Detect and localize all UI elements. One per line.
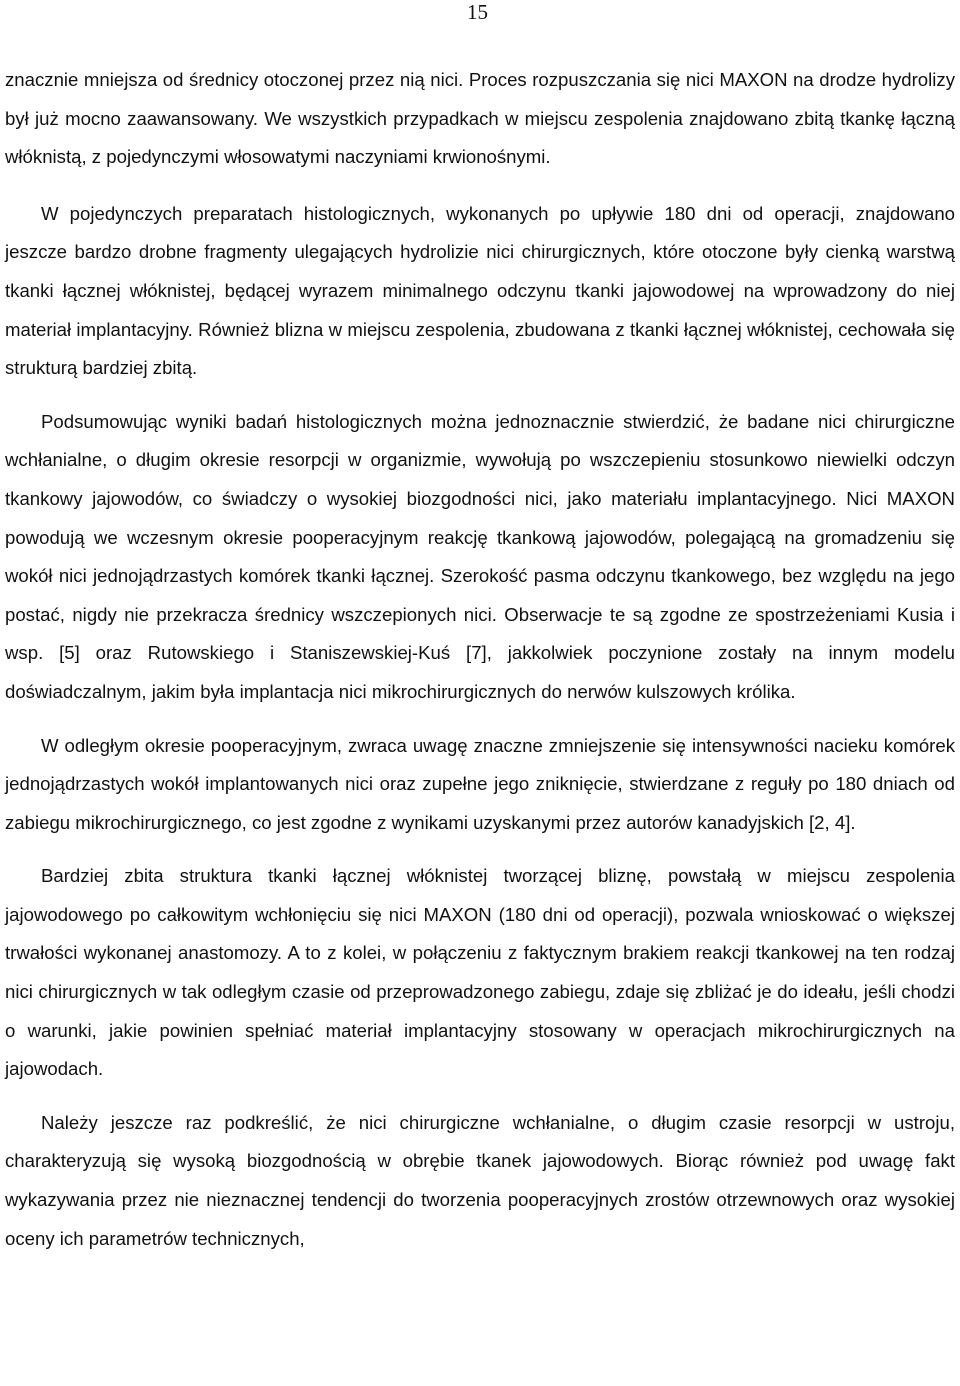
paragraph-2: W pojedynczych preparatach histologicznych, wykonanych po upływie 180 dni od operacji, znajdowano jeszcze bardzo drobne fragmenty ulegających hydrolizie nici chirurgicznych, które otoczone były cienką warstwą tkanki łącznej włóknistej, będącej wyrazem minimalnego odczynu tkanki jajowodowej na wprowadzony do niej materiał implantacyjny. Również blizna w miejscu zespolenia, zbudowana z tkanki łącznej włóknistej, cechowała się strukturą bardziej zbitą. bbox=[5, 202, 955, 379]
paragraph-6: Należy jeszcze raz podkreślić, że nici chirurgiczne wchłanialne, o długim czasie resorpcji w ustroju, charakteryzują się wysoką biozgodnością w obrębie tkanek jajowodowych. Biorąc również pod uwagę fakt wykazywania przez nie nieznacznej tendencji do tworzenia pooperacyjnych zrostów otrzewnowych oraz wysokiej oceny ich parametrów technicznych, bbox=[5, 1111, 955, 1249]
paragraph-3: Podsumowując wyniki badań histologicznych można jednoznacznie stwierdzić, że badane nici chirurgiczne wchłanialne, o długim okresie resorpcji w organizmie, wywołują po wszczepieniu stosunkowo niewielki odczyn tkankowy jajowodów, co świadczy o wysokiej biozgodności nici, jako materiału implantacyjnego. Nici MAXON powodują we wczesnym okresie pooperacyjnym reakcję tkankową jajowodów, polegającą na gromadzeniu się wokół nici jednojądrzastych komórek tkanki łącznej. Szerokość pasma odczynu tkankowego, bez względu na jego postać, nigdy nie przekracza średnicy wszczepionych nici. Obserwacje te są zgodne ze spostrzeżeniami Kusia i wsp. [5] oraz Rutowskiego i Staniszewskiej-Kuś [7], jakkolwiek poczynione zostały na innym modelu doświadczalnym, jakim była implantacja nici mikrochirurgicznych do nerwów kulszowych królika. bbox=[5, 410, 955, 702]
paragraph-1: znacznie mniejsza od średnicy otoczonej przez nią nici. Proces rozpuszczania się nici MAXON na drodze hydrolizy był już mocno zaawansowany. We wszystkich przypadkach w miejscu zespolenia znajdowano zbitą tkankę łączną włóknistą, z pojedynczymi włosowatymi naczyniami krwionośnymi. bbox=[5, 69, 955, 168]
paragraph-4: W odległym okresie pooperacyjnym, zwraca uwagę znaczne zmniejszenie się intensywności nacieku komórek jednojądrzastych wokół implantowanych nici oraz zupełne jego zniknięcie, stwierdzane z reguły po 180 dniach od zabiegu mikrochirurgicznego, co jest zgodne z wynikami uzyskanymi przez autorów kanadyjskich [2, 4]. bbox=[5, 734, 955, 833]
paragraph-5: Bardziej zbita struktura tkanki łącznej włóknistej tworzącej bliznę, powstałą w miejscu zespolenia jajowodowego po całkowitym wchłonięciu się nici MAXON (180 dni od operacji), pozwala wnioskować o większej trwałości wykonanej anastomozy. A to z kolei, w połączeniu z faktycznym brakiem reakcji tkankowej na ten rodzaj nici chirurgicznych w tak odległym czasie od przeprowadzonego zabiegu, zdaje się zbliżać je do ideału, jeśli chodzi o warunki, jakie powinien spełniać materiał implantacyjny stosowany w operacjach mikrochirurgicznych na jajowodach. bbox=[5, 865, 955, 1080]
document-body bbox=[5, 61, 955, 1258]
page-number: 15 bbox=[467, 0, 488, 24]
